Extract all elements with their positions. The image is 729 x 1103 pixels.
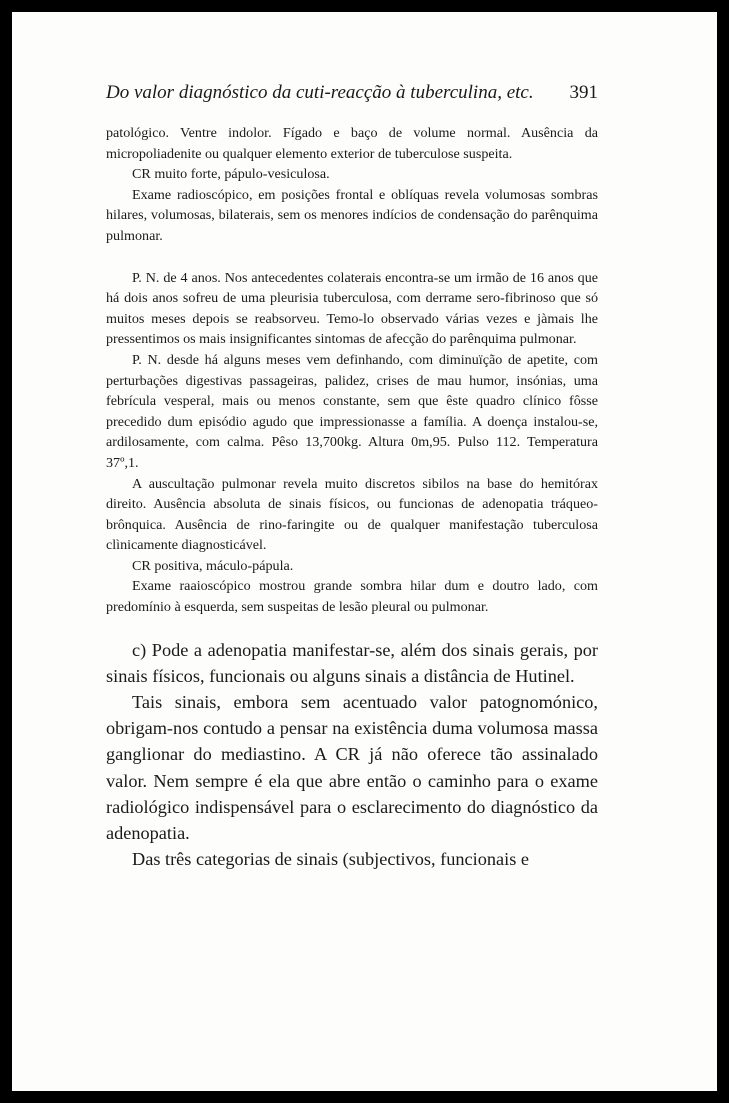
case-notes <box>106 123 598 618</box>
case1-paragraph-1: patológico. Ventre indolor. Fígado e baço de volume normal. Ausência da micropoliadenite ou qualquer elemento exterior de tuberculose suspeita. <box>106 125 598 162</box>
case2-paragraph-5: Exame raaioscópico mostrou grande sombra hilar dum e doutro lado, com predomínio à esquerda, sem suspeitas de lesão pleural ou pulmonar. <box>106 578 598 616</box>
case1-paragraph-2: CR muito forte, pápulo-vesiculosa. <box>132 166 330 183</box>
scanned-page <box>12 12 717 1091</box>
section-c-paragraph-2: Tais sinais, embora sem acentuado valor patognomónico, obrigam-nos contudo a pensar na existência duma volumosa massa ganglionar do mediastino. A CR já não oferece tão assinalado valor. Nem sempre é ela que abre então o caminho para o exame radiológico indispensável para o esclarecimento do diagnóstico da adenopatia. <box>106 692 598 844</box>
case2-paragraph-2: P. N. desde há alguns meses vem definhando, com diminuïção de apetite, com perturbações digestivas passageiras, palidez, crises de mau humor, insónias, uma febrícula vesperal, mais ou menos constante, sem que êste quadro clínico fôsse precedido dum episódio agudo que impressionasse a família. A doença instalou-se, ardilosamente, com calma. Pêso 13,700kg. Altura 0m,95. Pulso 112. Temperatura 37º,1. <box>106 351 598 471</box>
running-title: Do valor diagnóstico da cuti-reacção à tuberculina, etc. <box>106 82 534 103</box>
page-number: 391 <box>569 82 598 103</box>
case2-paragraph-3: A auscultação pulmonar revela muito discretos sibilos na base do hemitórax direito. Ausência absoluta de sinais físicos, ou funcionas de adenopatia tráqueo-brônquica. Ausência de rino-faringite ou de qualquer manifestação tuberculosa clìnicamente diagnosticável. <box>106 475 598 554</box>
case2-paragraph-1: P. N. de 4 anos. Nos antecedentes colaterais encontra-se um irmão de 16 anos que há dois anos sofreu de uma pleurisia tuberculosa, com derrame sero-fibrinoso que só muitos meses depois se reabsorveu. Temo-lo observado várias vezes e jàmais lhe pressentimos os mais insignificantes sintomas de afecção do parênquima pulmonar. <box>106 269 598 348</box>
main-text <box>106 637 598 873</box>
section-c-paragraph-1: c) Pode a adenopatia manifestar-se, além dos sinais gerais, por sinais físicos, funcionais ou alguns sinais a distância de Hutinel. <box>106 639 598 686</box>
running-header <box>106 82 598 108</box>
page-content <box>106 82 598 872</box>
section-c-paragraph-3: Das três categorias de sinais (subjectivos, funcionais e <box>132 849 529 870</box>
case2-paragraph-4: CR positiva, máculo-pápula. <box>132 557 294 574</box>
paragraph-gap <box>106 247 598 268</box>
case1-paragraph-3: Exame radioscópico, em posições frontal e oblíquas revela volumosas sombras hilares, volumosas, bilaterais, sem os menores indícios de condensação do parênquima pulmonar. <box>106 186 598 244</box>
